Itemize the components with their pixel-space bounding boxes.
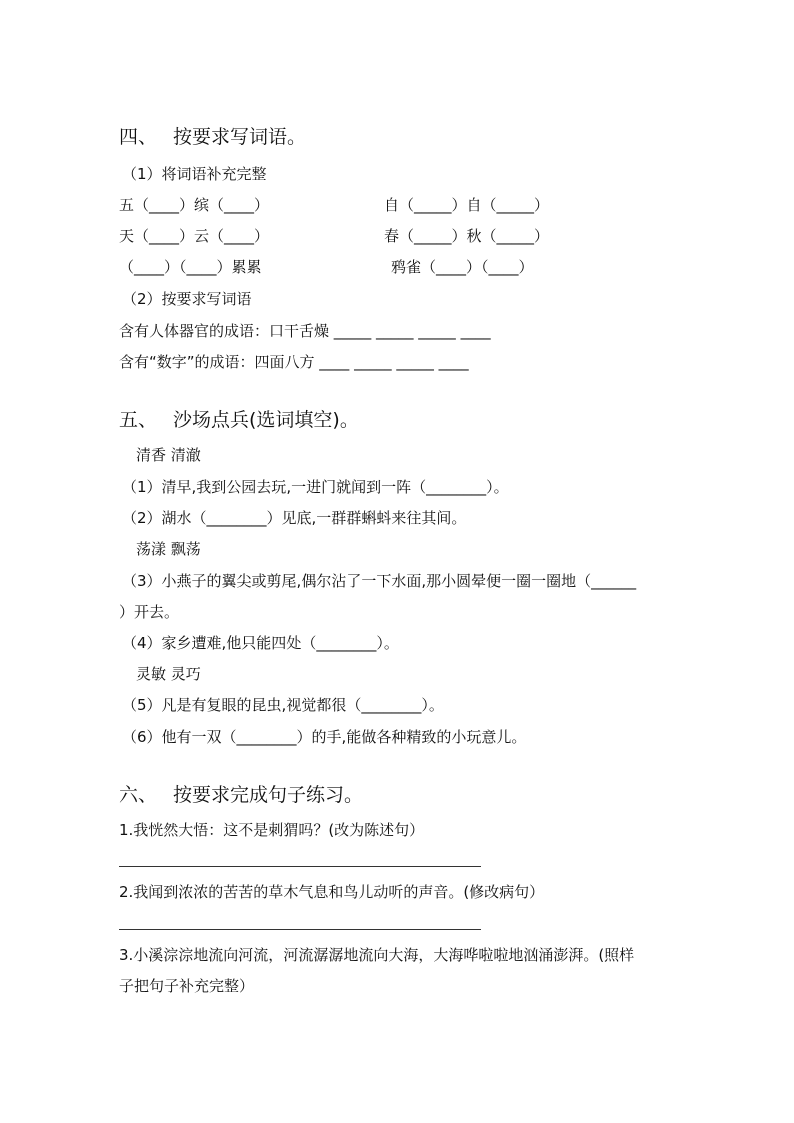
s5-question-5: （5）凡是有复眼的昆虫,视觉都很（________）。	[122, 696, 444, 714]
s4-row3-left: （____）（____）累累	[119, 258, 262, 276]
section-4-title: 按要求写词语。	[173, 126, 307, 148]
s4-row1-right: 自（_____）自（_____）	[384, 196, 550, 214]
s5-question-2: （2）湖水（________）见底,一群群蝌蚪来往其间。	[122, 509, 467, 527]
s5-question-3-line2: ）开去。	[119, 603, 180, 621]
s4-row3-right: 鸦雀（____）（____）	[391, 258, 534, 276]
section-4-number: 四、	[119, 126, 158, 148]
section-5-heading	[119, 408, 359, 432]
s4-sub2-label: （2）按要求写词语	[122, 290, 252, 308]
s4-idiom-numbers-line: 含有“数字”的成语：四面八方 ____ _____ _____ ____	[119, 353, 469, 371]
section-6-title: 按要求完成句子练习。	[173, 784, 364, 806]
s6-exercise-3-line2: 子把句子补充完整）	[119, 977, 255, 995]
section-5-title: 沙场点兵(选词填空)。	[173, 409, 359, 431]
s4-row1-left: 五（____）缤（____）	[119, 196, 270, 214]
section-4-heading	[119, 125, 306, 149]
s4-idiom-organs-line: 含有人体器官的成语：口干舌燥 _____ _____ _____ ____	[119, 322, 491, 340]
section-5-number: 五、	[119, 409, 158, 431]
s5-question-3-line1: （3）小燕子的翼尖或剪尾,偶尔沾了一下水面,那小圆晕便一圈一圈地（______	[122, 572, 637, 590]
s6-exercise-3-line1: 3.小溪淙淙地流向河流，河流潺潺地流向大海，大海哗啦啦地汹涌澎湃。(照样	[119, 946, 635, 964]
section-6-number: 六、	[119, 784, 158, 806]
s4-sub1-label: （1）将词语补充完整	[122, 165, 267, 183]
s6-exercise-2: 2.我闻到浓浓的苦苦的草木气息和鸟儿动听的声音。(修改病句）	[119, 883, 545, 901]
s4-row2-right: 春（_____）秋（_____）	[384, 227, 550, 245]
s5-question-6: （6）他有一双（________）的手,能做各种精致的小玩意儿。	[122, 728, 527, 746]
s6-exercise-1: 1.我恍然大悟：这不是刺猬吗？(改为陈述句）	[119, 821, 425, 839]
s5-question-4: （4）家乡遭难,他只能四处（________）。	[122, 634, 399, 652]
s4-row2-left: 天（____）云（____）	[119, 227, 270, 245]
section-6-heading	[119, 783, 363, 807]
s6-answer-line-2	[119, 929, 481, 930]
s5-word-choices-2: 荡漾 飘荡	[136, 540, 201, 558]
s6-answer-line-1	[119, 866, 481, 867]
s5-question-1: （1）清早,我到公园去玩,一进门就闻到一阵（________）。	[122, 478, 509, 496]
s5-word-choices-3: 灵敏 灵巧	[136, 665, 201, 683]
s5-word-choices-1: 清香 清澈	[136, 446, 201, 464]
